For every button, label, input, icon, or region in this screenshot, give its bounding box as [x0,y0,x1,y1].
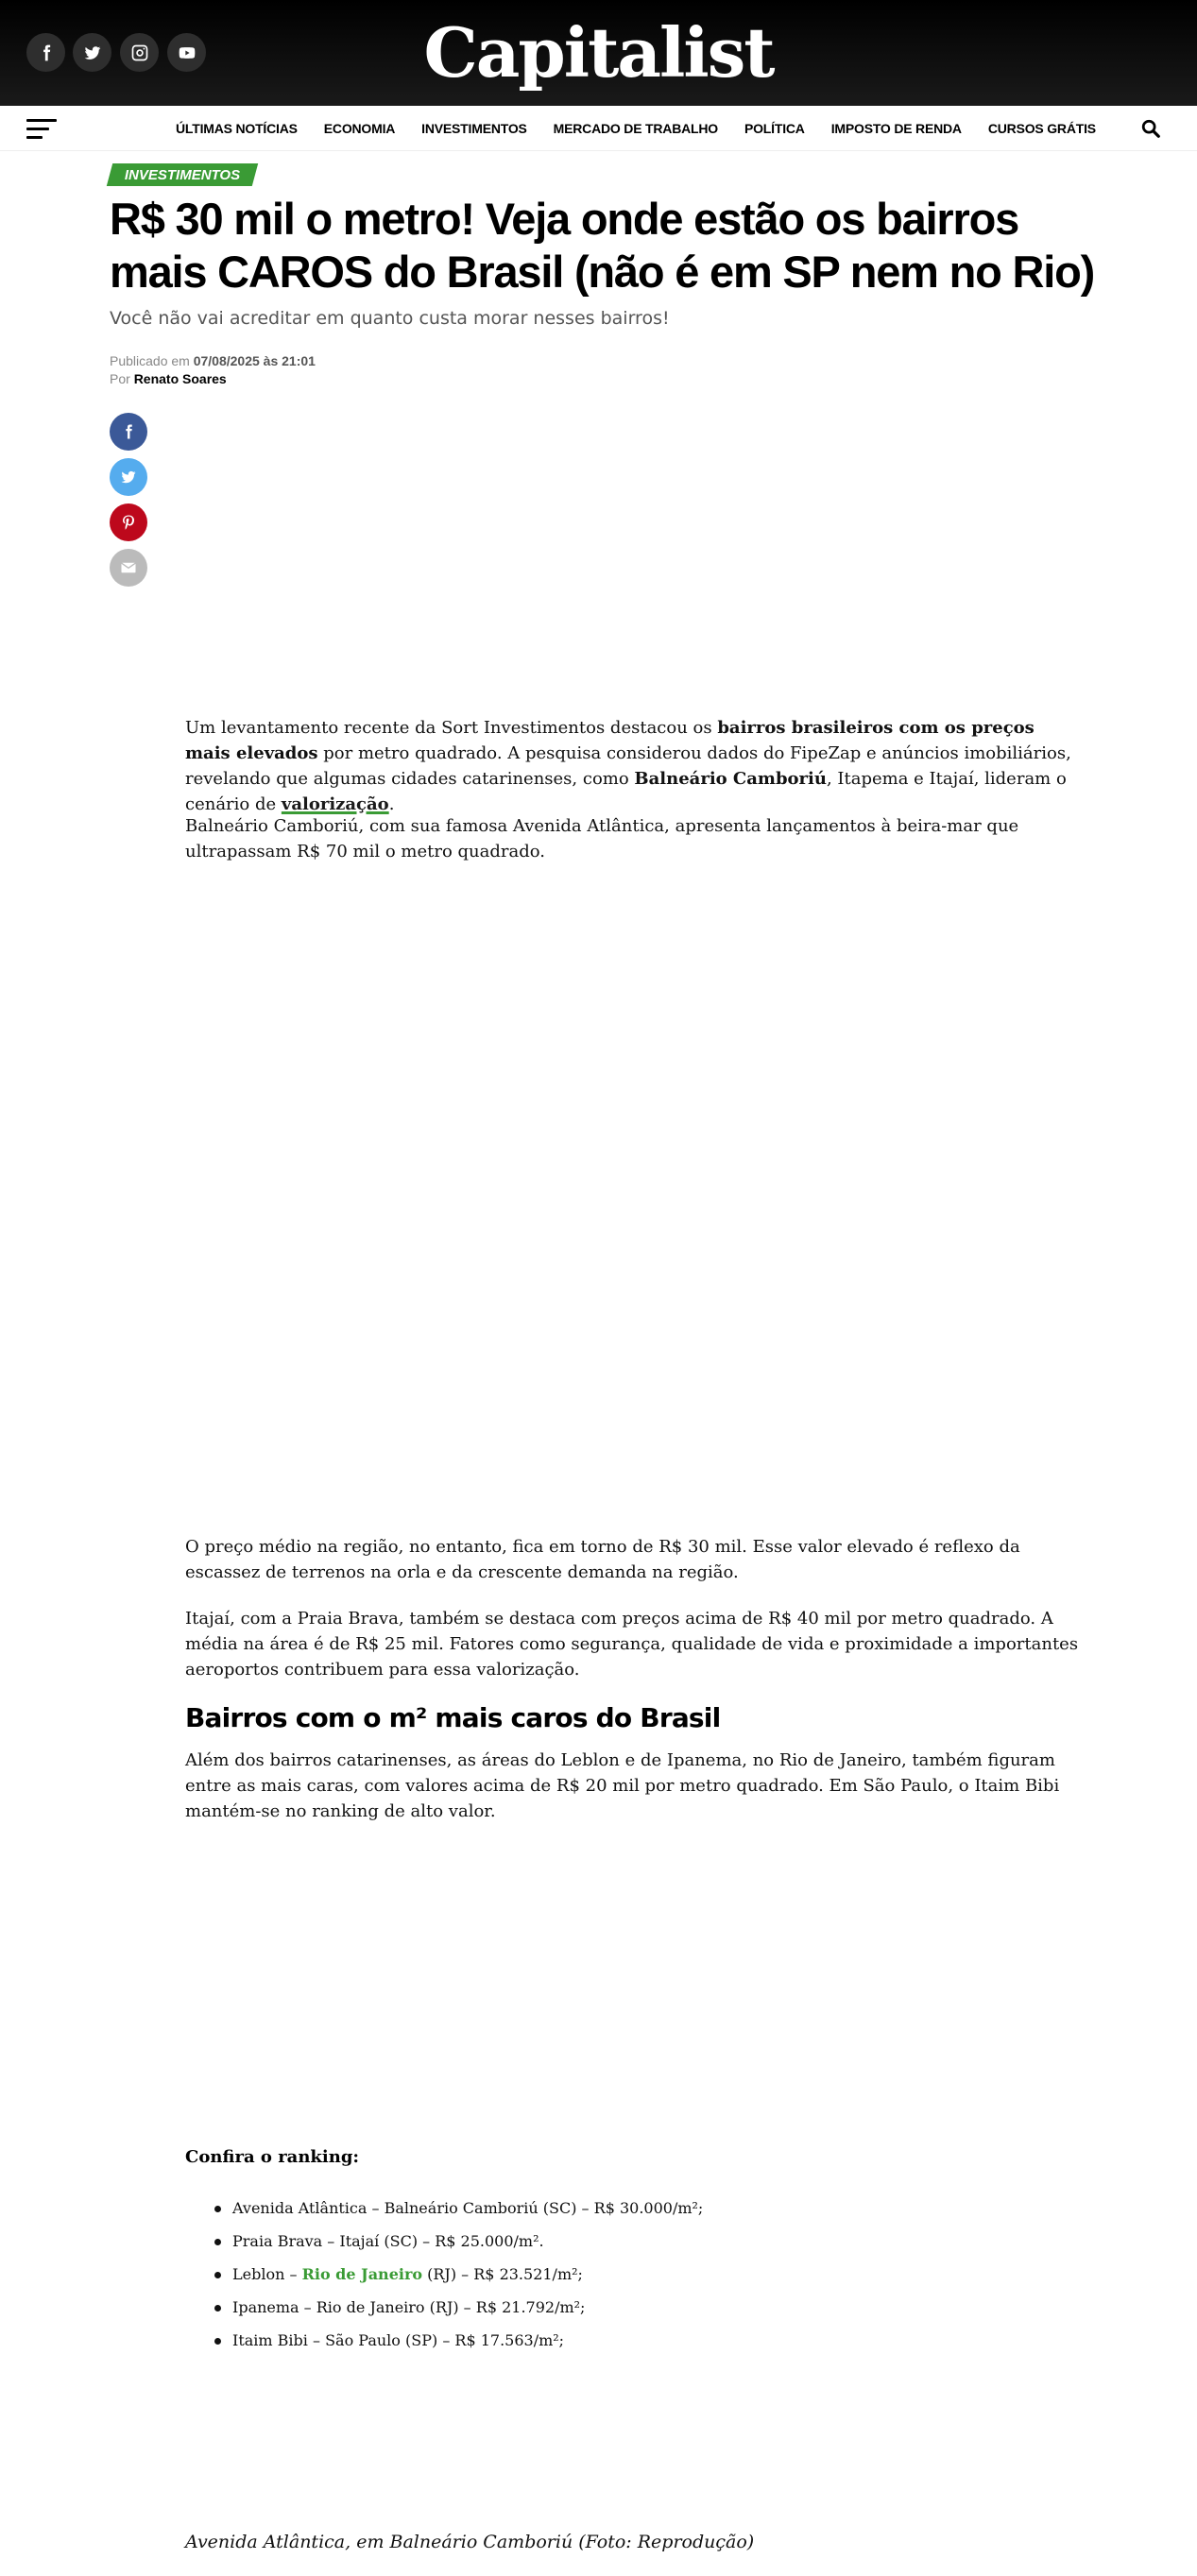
paragraph-2: Balneário Camboriú, com sua famosa Avenida Atlântica, apresenta lançamentos à beira-mar que ultrapassam R$ 70 mil o metro quadrado. [185,816,1019,862]
published-prefix: Publicado em [110,353,190,368]
published-date-value: 07/08/2025 às 21:01 [193,353,316,368]
rio-de-janeiro-link[interactable]: Rio de Janeiro [301,2265,423,2283]
share-twitter-button[interactable] [110,458,147,496]
ranking-title: Confira o ranking: [185,2147,360,2167]
paragraph-1 [185,715,1083,817]
article-subtitle: Você não vai acreditar em quanto custa morar nesses bairros! [110,308,670,329]
list-item: Itaim Bibi – São Paulo (SP) – R$ 17.563/m²; [232,2324,703,2357]
share-facebook-button[interactable] [110,413,147,451]
facebook-icon [120,423,137,440]
author-prefix: Por [110,371,130,386]
p1-text-a: Um levantamento recente da Sort Investimentos destacou os [185,718,718,738]
ranking-list [232,2192,703,2357]
p1-bold-a: bairros brasileiros com os preços mais elevados [185,718,1035,763]
search-icon[interactable] [1140,118,1161,139]
paragraph-4: Itajaí, com a Praia Brava, também se destaca com preços acima de R$ 40 mil por metro quadrado. A média na área é de R$ 25 mil. Fatores como segurança, qualidade de vida e proximidade a importantes aeroportos contribuem para essa valorização. [185,1609,1079,1680]
share-pinterest-button[interactable] [110,503,147,541]
main-nav [0,106,1197,151]
nav-item-mercado-de-trabalho[interactable]: MERCADO DE TRABALHO [553,121,718,136]
nav-item-politica[interactable]: POLÍTICA [744,121,805,136]
nav-item-economia[interactable]: ECONOMIA [323,121,396,136]
share-email-button[interactable] [110,549,147,587]
image-caption: Avenida Atlântica, em Balneário Camboriú (Foto: Reprodução) [185,2532,755,2552]
published-date [110,353,316,368]
nav-item-imposto-de-renda[interactable]: IMPOSTO DE RENDA [830,121,962,136]
section-heading: Bairros com o m² mais caros do Brasil [185,1702,721,1733]
pinterest-icon [120,514,137,531]
leblon-text-b: (RJ) – R$ 23.521/m²; [422,2265,583,2283]
category-badge[interactable] [107,163,259,186]
nav-item-cursos-gratis[interactable]: CURSOS GRÁTIS [987,121,1096,136]
p1-text-c: , Itapema e Itajaí, lideram o cenário de [185,769,1067,814]
twitter-icon [120,469,137,486]
leblon-text-a: Leblon – [232,2265,302,2283]
author-line [110,371,227,386]
nav-item-ultimas-noticias[interactable]: ÚLTIMAS NOTÍCIAS [176,121,298,136]
category-label: INVESTIMENTOS [125,166,241,183]
p1-bold-b: Balneário Camboriú [634,769,827,789]
top-header-bar [0,0,1197,106]
list-item: Avenida Atlântica – Balneário Camboriú (SC) – R$ 30.000/m²; [232,2192,703,2225]
p1-text-b: por metro quadrado. A pesquisa considerou dados do FipeZap e anúncios imobiliários, revelando que algumas cidades catarinenses, como [185,743,1071,789]
article-title: R$ 30 mil o metro! Veja onde estão os bairros mais CAROS do Brasil (não é em SP nem no Rio) [110,194,1095,297]
nav-item-investimentos[interactable]: INVESTIMENTOS [421,121,527,136]
list-item: Praia Brava – Itajaí (SC) – R$ 25.000/m². [232,2225,703,2258]
paragraph-5: Além dos bairros catarinenses, as áreas do Leblon e de Ipanema, no Rio de Janeiro, também figuram entre as mais caras, com valores acima de R$ 20 mil por metro quadrado. Em São Paulo, o Itaim Bibi mantém-se no ranking de alto valor. [185,1750,1060,1821]
list-item [232,2258,703,2291]
site-logo[interactable]: Capitalist [423,12,774,93]
author-link[interactable]: Renato Soares [133,371,227,386]
valorizacao-link[interactable]: valorização [281,794,389,814]
menu-icon[interactable] [26,119,57,140]
p1-text-d: . [388,794,395,814]
paragraph-3: O preço médio na região, no entanto, fica em torno de R$ 30 mil. Esse valor elevado é reflexo da escassez de terrenos na orla e da crescente demanda na região. [185,1537,1020,1582]
envelope-icon [120,559,137,576]
list-item: Ipanema – Rio de Janeiro (RJ) – R$ 21.792/m²; [232,2291,703,2324]
nav-links [176,106,1122,151]
